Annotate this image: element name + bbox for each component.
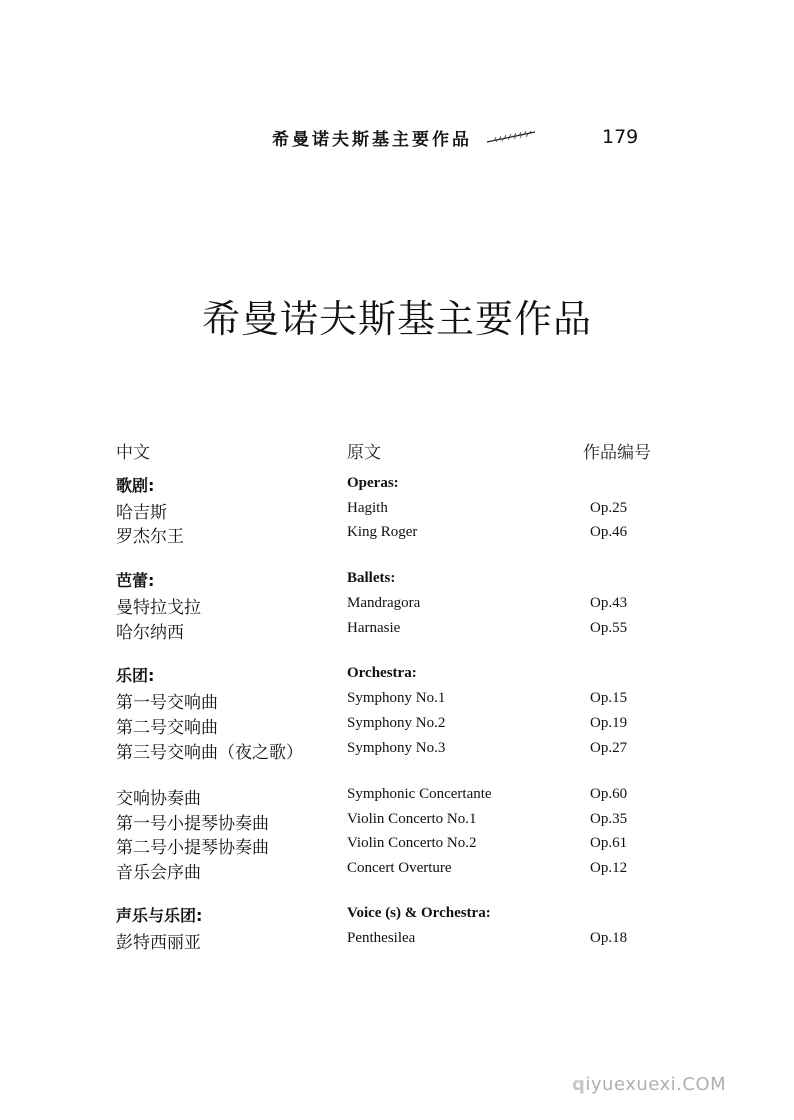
work-opus: Op.15: [590, 690, 628, 706]
table-row: [0, 928, 794, 952]
work-opus: Op.27: [590, 740, 628, 756]
work-chinese: 彭特西丽亚: [116, 933, 201, 953]
work-original: Symphonic Concertante: [347, 786, 492, 802]
page-title: 希曼诺夫斯基主要作品: [201, 297, 592, 341]
work-chinese: 罗杰尔王: [116, 527, 184, 547]
table-row: [0, 858, 794, 882]
work-chinese: 第二号交响曲: [116, 718, 218, 738]
work-opus: Op.35: [590, 811, 628, 827]
table-row: [0, 618, 794, 642]
work-opus: Op.12: [590, 860, 628, 876]
work-original: Mandragora: [347, 595, 421, 611]
category-row: [0, 903, 794, 927]
category-row: [0, 473, 794, 497]
header-chinese: 中文: [116, 443, 150, 463]
work-original: Concert Overture: [347, 860, 452, 876]
work-original: Symphony No.1: [347, 690, 446, 706]
work-opus: Op.43: [590, 595, 628, 611]
table-row: [0, 809, 794, 833]
work-chinese: 曼特拉戈拉: [116, 598, 201, 618]
work-original: Hagith: [347, 500, 388, 516]
table-row: [0, 738, 794, 762]
work-original: Ballets:: [347, 570, 396, 586]
category-row: [0, 663, 794, 687]
work-chinese: 哈尔纳西: [116, 623, 184, 643]
work-original: Symphony No.3: [347, 740, 446, 756]
work-original: Violin Concerto No.2: [347, 835, 477, 851]
work-original: Penthesilea: [347, 930, 416, 946]
work-chinese: 第二号小提琴协奏曲: [116, 838, 269, 858]
header-opus: 作品编号: [583, 443, 651, 463]
work-chinese: 歌剧:: [116, 476, 155, 495]
work-opus: Op.25: [590, 500, 628, 516]
table-row: [0, 522, 794, 546]
work-opus: Op.19: [590, 715, 628, 731]
table-row: [0, 688, 794, 712]
table-row: [0, 593, 794, 617]
work-chinese: 交响协奏曲: [116, 789, 201, 809]
category-row: [0, 568, 794, 592]
work-opus: Op.60: [590, 786, 628, 802]
work-original: Symphony No.2: [347, 715, 446, 731]
work-original: King Roger: [347, 524, 418, 540]
work-chinese: 音乐会序曲: [116, 863, 201, 883]
work-original: Harnasie: [347, 620, 401, 636]
work-original: Orchestra:: [347, 665, 417, 681]
work-original: Operas:: [347, 475, 399, 491]
work-chinese: 声乐与乐团:: [116, 906, 203, 925]
work-opus: Op.61: [590, 835, 628, 851]
work-chinese: 第一号小提琴协奏曲: [116, 814, 269, 834]
watermark-text: iyuexuexi.COM: [585, 1074, 727, 1095]
work-chinese: 哈吉斯: [116, 503, 167, 523]
watermark-prefix: q: [572, 1074, 586, 1095]
work-chinese: 第三号交响曲（夜之歌）: [116, 743, 303, 763]
running-head-title: 希曼诺夫斯基主要作品: [272, 129, 472, 150]
watermark: [572, 1074, 726, 1095]
work-opus: Op.55: [590, 620, 628, 636]
table-row: [0, 784, 794, 808]
work-opus: Op.46: [590, 524, 628, 540]
work-original: Violin Concerto No.1: [347, 811, 477, 827]
table-row: [0, 713, 794, 737]
table-row: [0, 833, 794, 857]
header-original: 原文: [347, 443, 381, 463]
work-chinese: 第一号交响曲: [116, 693, 218, 713]
quill-ornament-icon: [486, 130, 538, 144]
work-chinese: 乐团:: [116, 666, 155, 685]
table-header: [0, 438, 794, 464]
work-chinese: 芭蕾:: [116, 571, 155, 590]
work-opus: Op.18: [590, 930, 628, 946]
table-row: [0, 498, 794, 522]
page-number: 179: [602, 126, 639, 148]
running-head: [272, 124, 538, 150]
work-original: Voice (s) & Orchestra:: [347, 905, 491, 921]
